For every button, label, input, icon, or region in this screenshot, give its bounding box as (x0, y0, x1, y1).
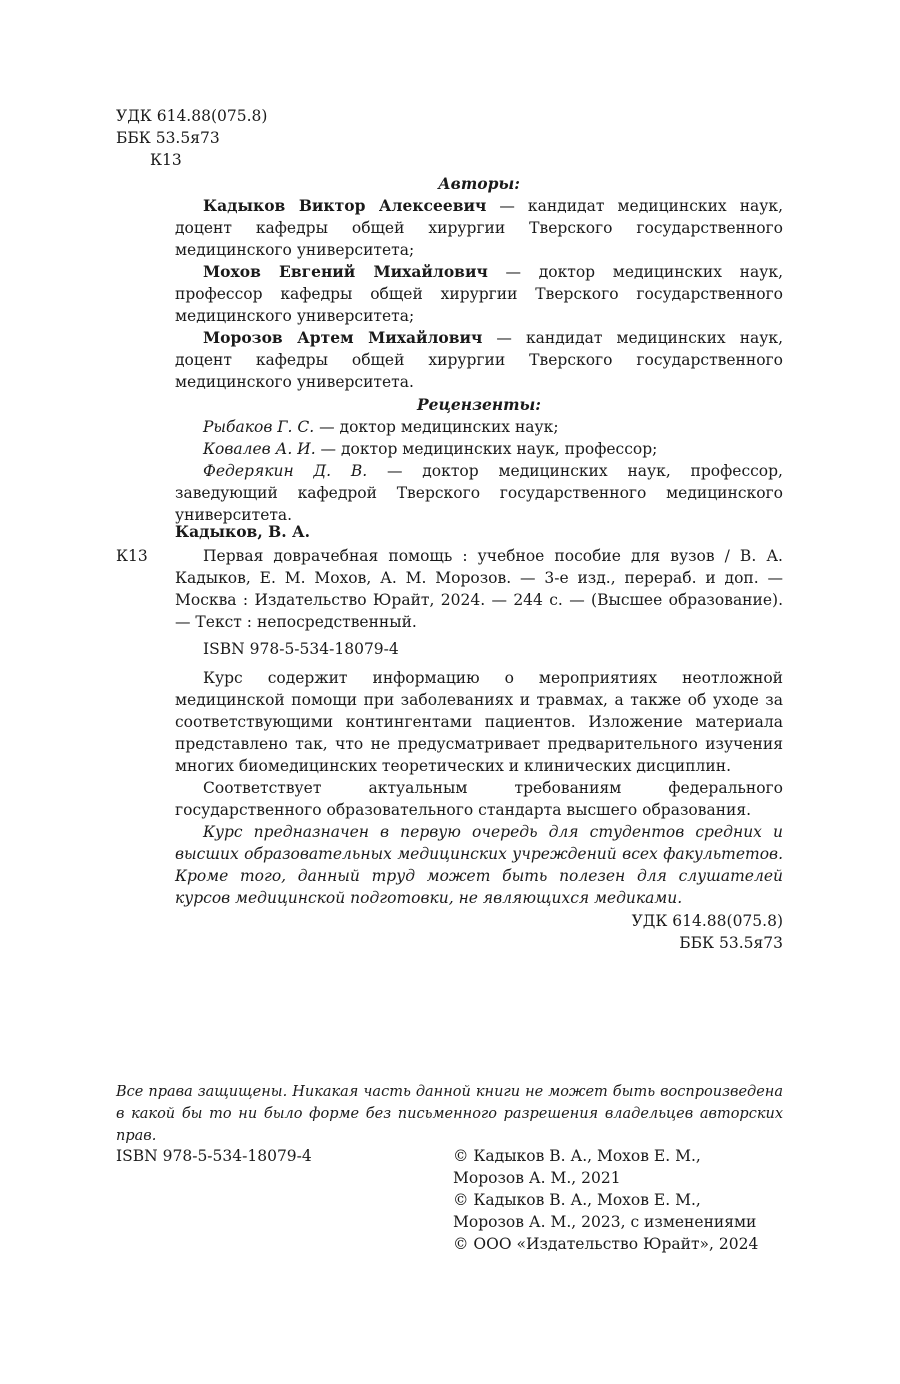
annotation-paragraph: Соответствует актуальным требованиям федерального государственного образовательного стандарта высшего образования. (175, 779, 783, 819)
reviewer-name: Ковалев А. И. (203, 440, 316, 458)
author-desc: — кандидат медицинских наук, доцент кафедры общей хирургии Тверского государственного медицинского университета. (175, 329, 783, 391)
copyright-line: Морозов А. М., 2023, с изменениями (453, 1213, 757, 1231)
copyright-block (453, 1145, 783, 1255)
reviewer-desc: — доктор медицинских наук, профессор, заведующий кафедрой Тверского государственного медицинского университета. (175, 462, 783, 524)
author-entry (175, 195, 783, 261)
copyright-line: © Кадыков В. А., Мохов Е. М., (453, 1191, 701, 1209)
author-name: Мохов Евгений Михайлович (203, 262, 488, 281)
catalog-author: Кадыков, В. А. (175, 522, 311, 541)
author-entry (175, 327, 783, 393)
reviewer-entry (175, 416, 783, 438)
copyright-line: © Кадыков В. А., Мохов Е. М., (453, 1147, 701, 1165)
catalog-description: Первая доврачебная помощь : учебное пособие для вузов / В. А. Кадыков, Е. М. Мохов, А. М. Морозов. — 3-е изд., перераб. и доп. — Москва : Издательство Юрайт, 2024. — 244 с. — (Высшее образование). — Текст : непосредственный. (175, 547, 783, 631)
catalog-isbn: ISBN 978-5-534-18079-4 (203, 640, 399, 658)
author-desc: — кандидат медицинских наук, доцент кафедры общей хирургии Тверского государственного медицинского университета; (175, 197, 783, 259)
reviewer-name: Рыбаков Г. С. (203, 418, 315, 436)
copyright-line: © ООО «Издательство Юрайт», 2024 (453, 1235, 759, 1253)
author-entry (175, 261, 783, 327)
reviewers-section (175, 394, 783, 526)
authors-heading: Авторы: (438, 174, 520, 193)
footer-udk: УДК 614.88(075.8) (631, 912, 783, 930)
author-desc: — доктор медицинских наук, профессор кафедры общей хирургии Тверского государственного медицинского университета; (175, 263, 783, 325)
bbk-code: ББК 53.5я73 (116, 129, 220, 147)
author-mark-code: К13 (150, 151, 182, 169)
footer-bbk: ББК 53.5я73 (679, 934, 783, 952)
udk-code: УДК 614.88(075.8) (116, 107, 268, 125)
annotation-paragraph-italic: Курс предназначен в первую очередь для студентов средних и высших образовательных медицинских учреждений всех факультетов. Кроме того, данный труд может быть полезен для слушателей курсов медицинской подготовки, не являющихся медиками. (175, 823, 783, 907)
catalog-code: К13 (116, 547, 148, 565)
annotation (175, 667, 783, 909)
reviewer-desc: — доктор медицинских наук; (314, 418, 559, 436)
rights-notice: Все права защищены. Никакая часть данной книги не может быть воспроизведена в какой бы то ни было форме без письменного разрешения владельцев авторских прав. (116, 1084, 783, 1144)
reviewer-entry (175, 438, 783, 460)
bottom-isbn: ISBN 978-5-534-18079-4 (116, 1147, 312, 1165)
reviewer-desc: — доктор медицинских наук, профессор; (315, 440, 658, 458)
reviewer-name: Федерякин Д. В. (203, 462, 368, 480)
reviewers-heading: Рецензенты: (416, 395, 542, 414)
authors-section (175, 173, 783, 393)
copyright-line: Морозов А. М., 2021 (453, 1169, 621, 1187)
annotation-paragraph: Курс содержит информацию о мероприятиях неотложной медицинской помощи при заболеваниях и травмах, а также об уходе за соответствующими контингентами пациентов. Изложение материала представлено так, что не предусматривает предварительного изучения многих биомедицинских теоретических и клинических дисциплин. (175, 669, 783, 775)
author-name: Морозов Артем Михайлович (203, 328, 483, 347)
reviewer-entry (175, 460, 783, 526)
author-name: Кадыков Виктор Алексеевич (203, 196, 487, 215)
